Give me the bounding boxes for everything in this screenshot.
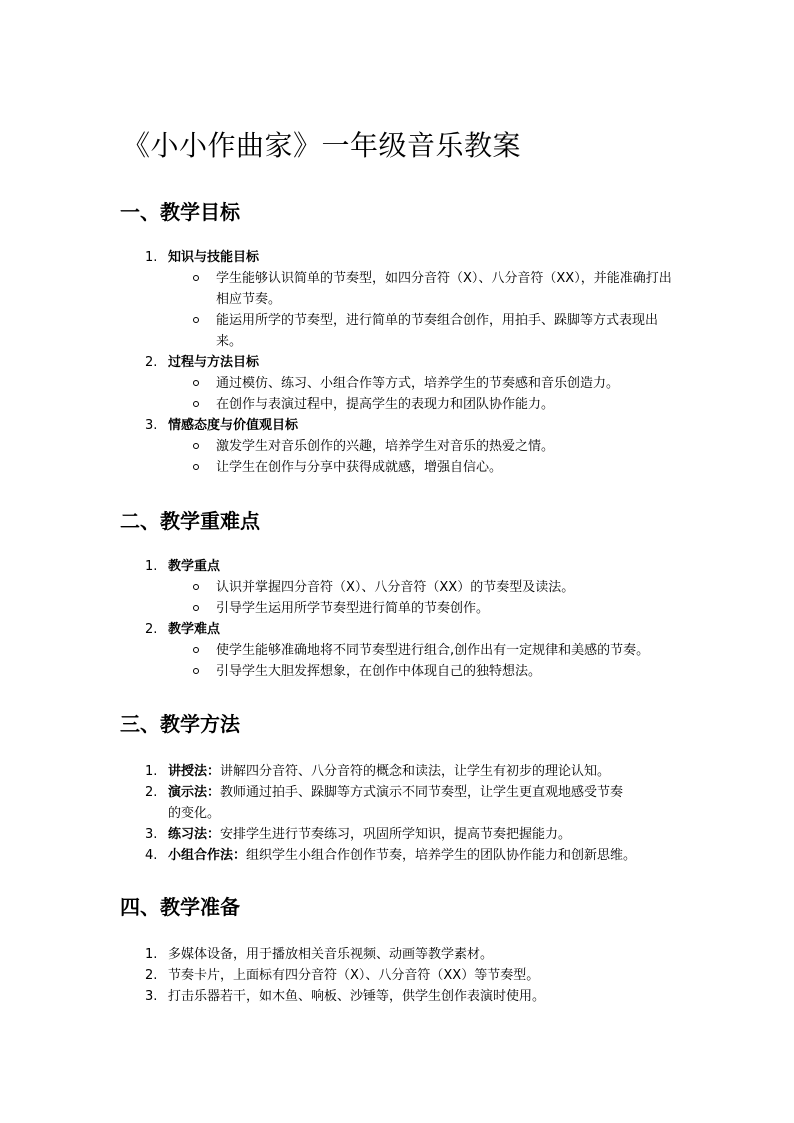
item-label: 演示法： [168, 785, 221, 800]
bullet-item: 使学生能够准确地将不同节奏型进行组合,创作出有一定规律和美感的节奏。 [120, 640, 716, 661]
list-number: 3. [145, 418, 158, 433]
item-label: 教学难点 [168, 622, 221, 637]
item-text: 组织学生小组合作创作节奏，培养学生的团队协作能力和创新思维。 [246, 848, 637, 863]
bullet-item: 引导学生运用所学节奏型进行简单的节奏创作。 [120, 598, 700, 619]
bullet-item: 让学生在创作与分享中获得成就感，增强自信心。 [120, 457, 700, 478]
list-item [120, 944, 630, 965]
list-number: 1. [145, 559, 158, 574]
bullet-item: 学生能够认识简单的节奏型，如四分音符（X）、八分音符（XX），并能准确打出相应节奏。 [120, 268, 700, 310]
list-item [120, 352, 700, 415]
list-number: 3. [145, 989, 158, 1004]
list-number: 1. [145, 764, 158, 779]
section-heading: 一、教学目标 [120, 200, 240, 224]
item-text: 安排学生进行节奏练习，巩固所学知识，提高节奏把握能力。 [220, 827, 572, 842]
item-label: 情感态度与价值观目标 [168, 418, 299, 433]
item-text: 多媒体设备，用于播放相关音乐视频、动画等教学素材。 [168, 947, 494, 962]
item-text: 教师通过拍手、跺脚等方式演示不同节奏型，让学生更直观地感受节奏的变化。 [168, 785, 624, 821]
list-number: 3. [145, 827, 158, 842]
bullet-list [168, 577, 700, 619]
bullet-list [168, 268, 700, 352]
bullet-list [168, 436, 700, 478]
item-label: 知识与技能目标 [168, 250, 260, 265]
list-item [120, 247, 700, 352]
circle-bullet-icon [193, 584, 199, 590]
circle-bullet-icon [193, 380, 199, 386]
section-teaching-methods [120, 709, 700, 866]
item-label: 练习法： [168, 827, 221, 842]
list-item [120, 965, 630, 986]
list-item [120, 845, 637, 866]
item-label: 过程与方法目标 [168, 355, 260, 370]
list-number: 2. [145, 968, 158, 983]
bullet-item: 能运用所学的节奏型，进行简单的节奏组合创作，用拍手、跺脚等方式表现出来。 [120, 310, 700, 352]
section-teaching-objectives [120, 197, 700, 478]
list-number: 1. [145, 250, 158, 265]
circle-bullet-icon [193, 317, 199, 323]
section-teaching-preparation [120, 892, 700, 1007]
bullet-item: 在创作与表演过程中，提高学生的表现力和团队协作能力。 [120, 394, 700, 415]
page-title: 《小小作曲家》一年级音乐教案 [122, 129, 522, 162]
numbered-list [120, 944, 630, 1007]
circle-bullet-icon [193, 668, 199, 674]
list-number: 1. [145, 947, 158, 962]
circle-bullet-icon [193, 605, 199, 611]
bullet-item: 认识并掌握四分音符（X）、八分音符（XX）的节奏型及读法。 [120, 577, 700, 598]
bullet-item: 引导学生大胆发挥想象，在创作中体现自己的独特想法。 [120, 661, 700, 682]
item-text: 打击乐器若干，如木鱼、响板、沙锤等，供学生创作表演时使用。 [168, 989, 546, 1004]
numbered-list [120, 761, 637, 866]
section-heading: 二、教学重难点 [120, 509, 260, 533]
circle-bullet-icon [193, 464, 199, 470]
item-label: 讲授法： [168, 764, 221, 779]
list-item [120, 619, 700, 682]
list-number: 2. [145, 622, 158, 637]
circle-bullet-icon [193, 647, 199, 653]
bullet-item: 激发学生对音乐创作的兴趣，培养学生对音乐的热爱之情。 [120, 436, 700, 457]
item-label: 教学重点 [168, 559, 221, 574]
circle-bullet-icon [193, 443, 199, 449]
section-key-points [120, 506, 700, 682]
list-item [120, 556, 700, 619]
list-item [120, 415, 700, 478]
list-item [120, 761, 630, 782]
bullet-list [168, 640, 700, 682]
item-text: 节奏卡片，上面标有四分音符（X）、八分音符（XX）等节奏型。 [168, 968, 540, 983]
item-label: 小组合作法： [168, 848, 247, 863]
circle-bullet-icon [193, 275, 199, 281]
numbered-list [120, 247, 700, 478]
circle-bullet-icon [193, 401, 199, 407]
section-heading: 四、教学准备 [120, 895, 240, 919]
bullet-list [168, 373, 700, 415]
bullet-item: 通过模仿、练习、小组合作等方式，培养学生的节奏感和音乐创造力。 [120, 373, 700, 394]
list-item [120, 782, 630, 824]
section-heading: 三、教学方法 [120, 712, 240, 736]
item-text: 讲解四分音符、八分音符的概念和读法，让学生有初步的理论认知。 [220, 764, 611, 779]
list-number: 2. [145, 785, 158, 800]
numbered-list [120, 556, 700, 682]
list-item [120, 824, 630, 845]
list-number: 4. [145, 848, 158, 863]
list-item [120, 986, 630, 1007]
list-number: 2. [145, 355, 158, 370]
